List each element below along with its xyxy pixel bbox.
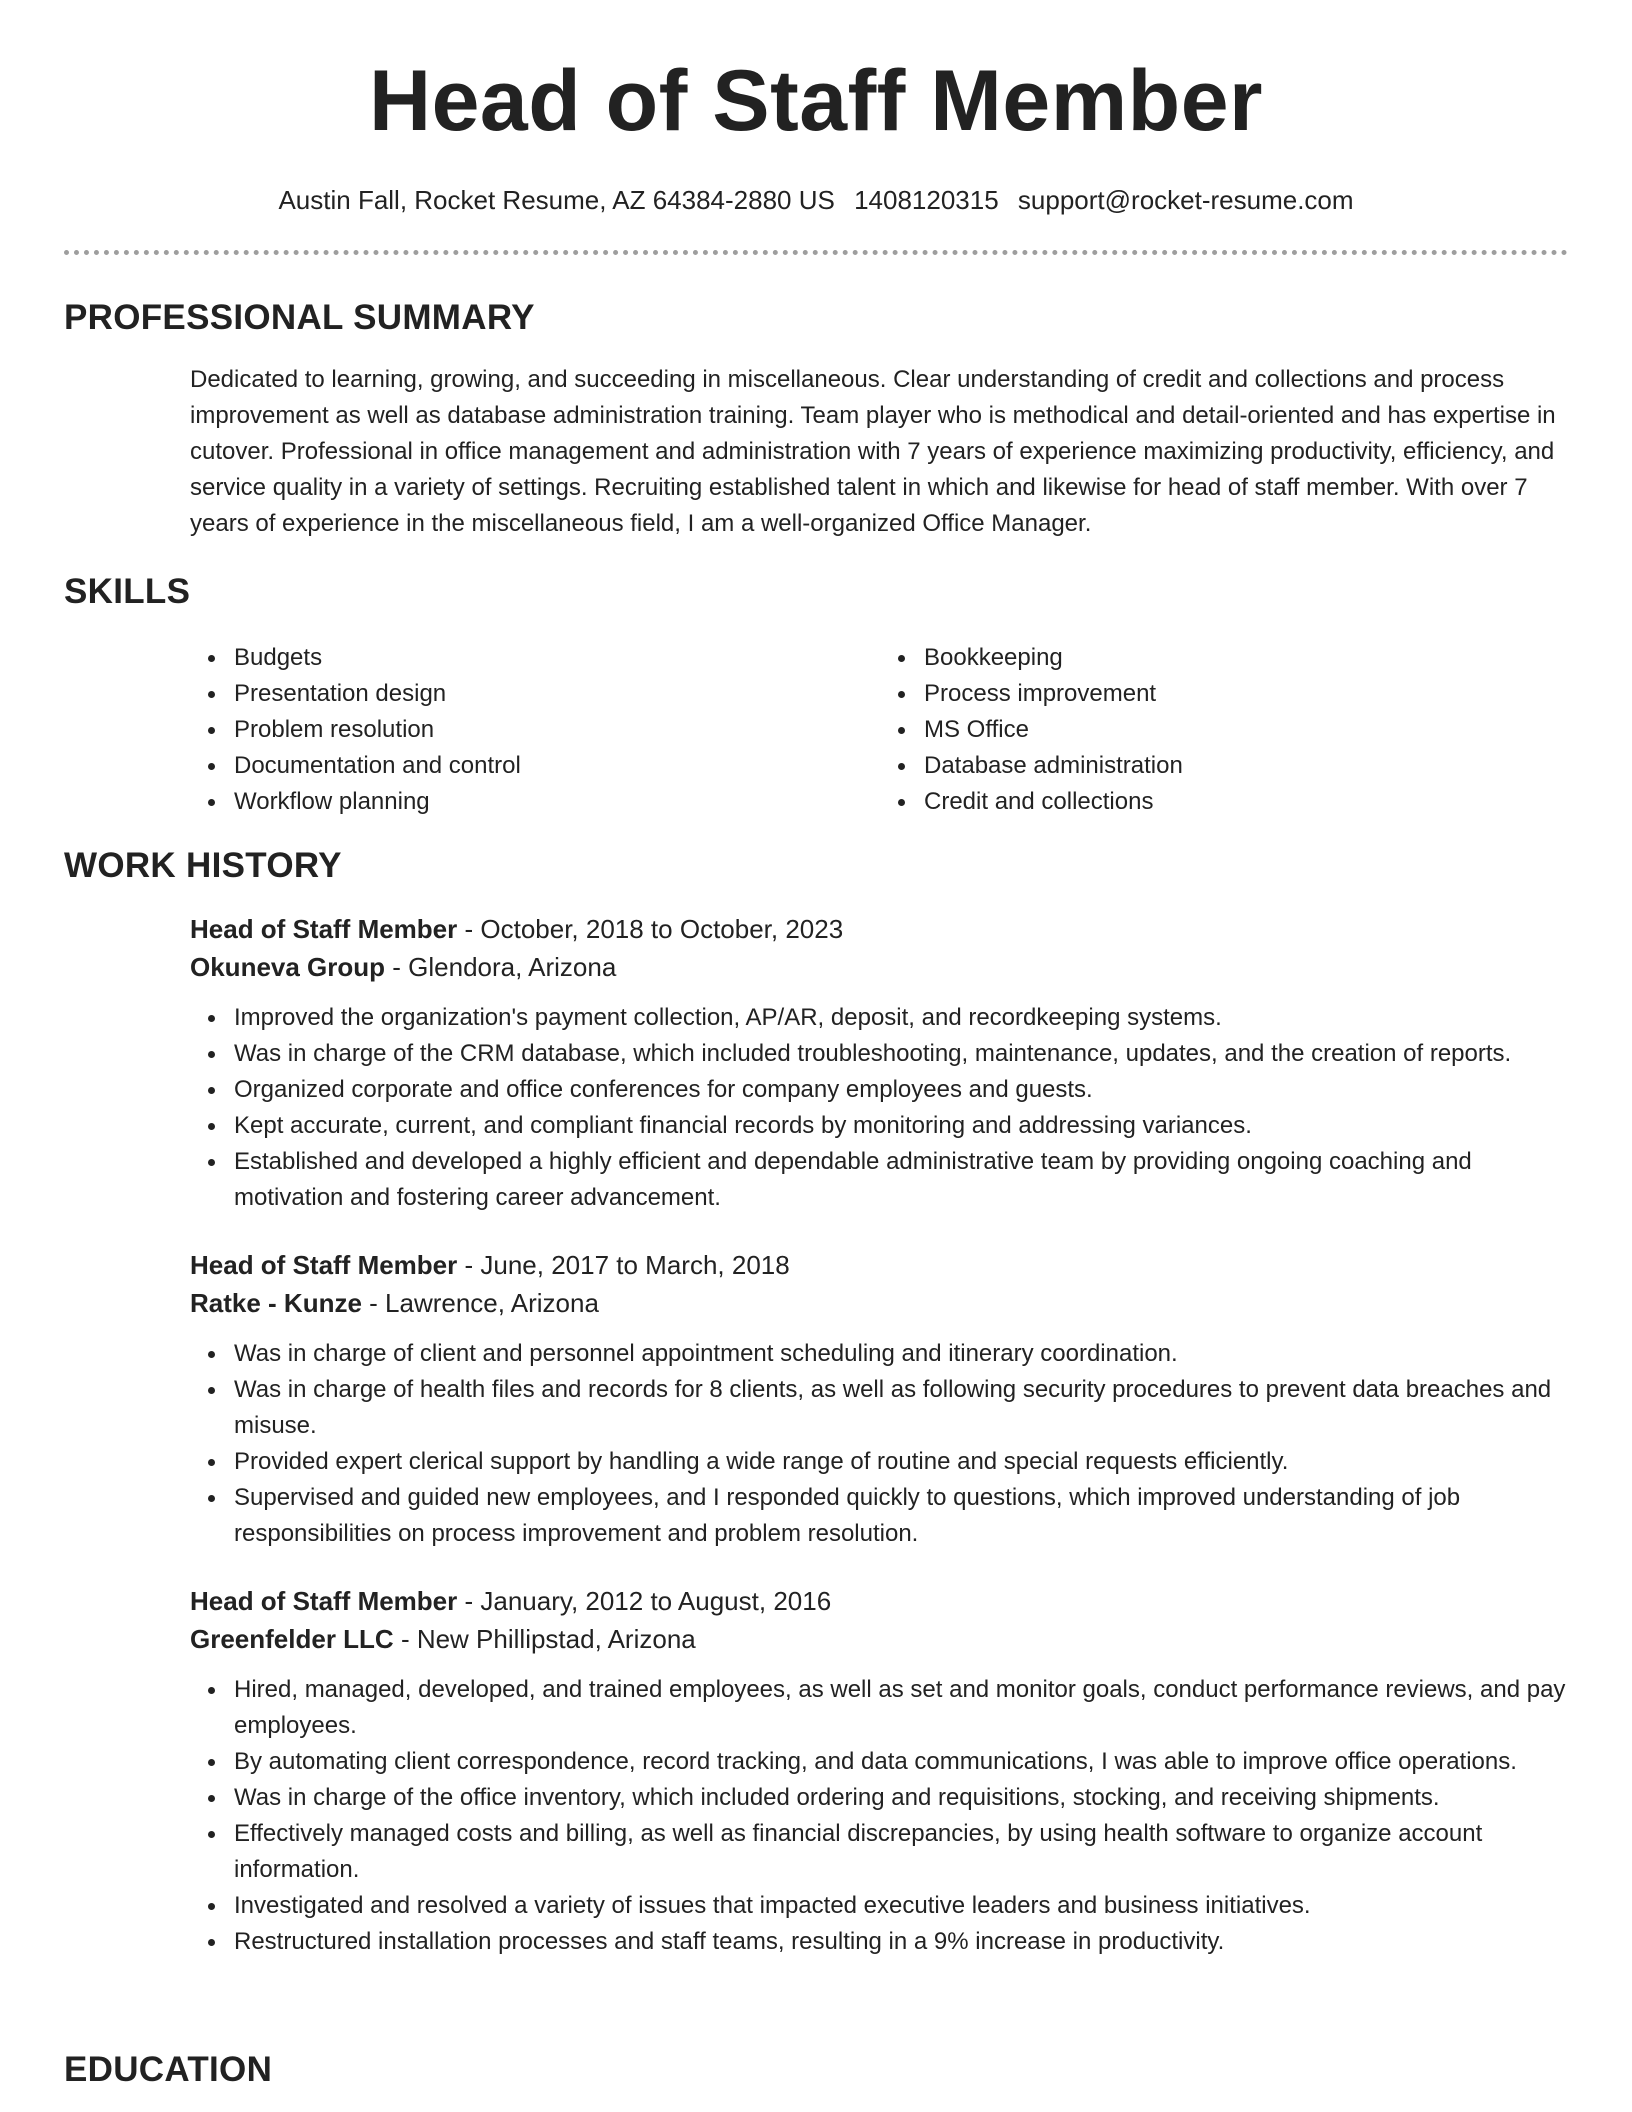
skill-item: Bookkeeping	[924, 640, 1570, 676]
job-role: Head of Staff Member	[190, 914, 458, 944]
job-bullets	[190, 1336, 1570, 1552]
job-company: Okuneva Group	[190, 952, 386, 982]
work-history-section	[64, 844, 1568, 1960]
job-company: Ratke - Kunze	[190, 1288, 362, 1318]
education-section	[64, 2048, 1568, 2092]
resume-name: Head of Staff Member	[368, 53, 1264, 149]
skill-item: Workflow planning	[234, 784, 880, 820]
job-company-line	[190, 1284, 1570, 1322]
skill-item: Budgets	[234, 640, 880, 676]
job-role: Head of Staff Member	[190, 1586, 458, 1616]
skill-item: Credit and collections	[924, 784, 1570, 820]
job-location: - Glendora, Arizona	[385, 952, 617, 982]
list-item: Was in charge of the office inventory, which included ordering and requisitions, stocking, and receiving shipments.	[234, 1780, 1570, 1816]
summary-title: PROFESSIONAL SUMMARY	[64, 298, 535, 337]
job-entry	[190, 1246, 1570, 1552]
education-title: EDUCATION	[64, 2050, 273, 2089]
job-company-line	[190, 1620, 1570, 1658]
skill-item: MS Office	[924, 712, 1570, 748]
skills-list-right	[880, 640, 1570, 820]
skills-list-left	[190, 640, 880, 820]
list-item: By automating client correspondence, record tracking, and data communications, I was able to improve office operations.	[234, 1744, 1570, 1780]
summary-text: Dedicated to learning, growing, and succeeding in miscellaneous. Clear understanding of credit and collections and process improvement as well as database administration training. Team player who is methodical and detail-oriented and has expertise in cutover. Professional in office management and administration with 7 years of experience maximizing productivity, efficiency, and service quality in a variety of settings. Recruiting established talent in which and likewise for head of staff member. With over 7 years of experience in the miscellaneous field, I am a well-organized Office Manager.	[190, 366, 1556, 537]
skills-grid	[190, 640, 1570, 820]
skills-title: SKILLS	[64, 572, 191, 611]
list-item: Was in charge of health files and records for 8 clients, as well as following security procedures to prevent data breaches and misuse.	[234, 1372, 1570, 1444]
job-location: - New Phillipstad, Arizona	[393, 1624, 696, 1654]
job-dates: - June, 2017 to March, 2018	[457, 1250, 790, 1280]
skills-section	[64, 570, 1568, 820]
list-item: Organized corporate and office conferences for company employees and guests.	[234, 1072, 1570, 1108]
job-bullets	[190, 1672, 1570, 1960]
skill-item: Database administration	[924, 748, 1570, 784]
list-item: Established and developed a highly efficient and dependable administrative team by providing ongoing coaching and motivation and fostering career advancement.	[234, 1144, 1570, 1216]
job-company: Greenfelder LLC	[190, 1624, 394, 1654]
job-bullets	[190, 1000, 1570, 1216]
skill-item: Presentation design	[234, 676, 880, 712]
job-location: - Lawrence, Arizona	[361, 1288, 599, 1318]
summary-section	[64, 296, 1568, 542]
work-history-title: WORK HISTORY	[64, 846, 342, 885]
skill-item: Documentation and control	[234, 748, 880, 784]
list-item: Supervised and guided new employees, and I responded quickly to questions, which improved understanding of job responsibilities on process improvement and problem resolution.	[234, 1480, 1570, 1552]
list-item: Was in charge of client and personnel appointment scheduling and itinerary coordination.	[234, 1336, 1570, 1372]
header-divider	[64, 250, 1568, 255]
job-dates: - January, 2012 to August, 2016	[457, 1586, 832, 1616]
list-item: Kept accurate, current, and compliant financial records by monitoring and addressing variances.	[234, 1108, 1570, 1144]
list-item: Restructured installation processes and staff teams, resulting in a 9% increase in productivity.	[234, 1924, 1570, 1960]
contact-phone: 1408120315	[854, 185, 999, 215]
job-entry	[190, 1582, 1570, 1960]
list-item: Was in charge of the CRM database, which included troubleshooting, maintenance, updates, and the creation of reports.	[234, 1036, 1570, 1072]
list-item: Improved the organization's payment collection, AP/AR, deposit, and recordkeeping systems.	[234, 1000, 1570, 1036]
job-entry	[190, 910, 1570, 1216]
contact-email: support@rocket-resume.com	[1017, 185, 1354, 215]
job-title-line	[190, 1582, 1570, 1620]
list-item: Effectively managed costs and billing, as well as financial discrepancies, by using health software to organize account information.	[234, 1816, 1570, 1888]
list-item: Investigated and resolved a variety of issues that impacted executive leaders and business initiatives.	[234, 1888, 1570, 1924]
skill-item: Process improvement	[924, 676, 1570, 712]
job-company-line	[190, 948, 1570, 986]
job-dates: - October, 2018 to October, 2023	[457, 914, 844, 944]
job-title-line	[190, 1246, 1570, 1284]
job-role: Head of Staff Member	[190, 1250, 458, 1280]
contact-address: Austin Fall, Rocket Resume, AZ 64384-2880 US	[278, 185, 835, 215]
contact-line	[0, 182, 1632, 218]
skill-item: Problem resolution	[234, 712, 880, 748]
job-title-line	[190, 910, 1570, 948]
list-item: Provided expert clerical support by handling a wide range of routine and special requests efficiently.	[234, 1444, 1570, 1480]
list-item: Hired, managed, developed, and trained employees, as well as set and monitor goals, conduct performance reviews, and pay employees.	[234, 1672, 1570, 1744]
